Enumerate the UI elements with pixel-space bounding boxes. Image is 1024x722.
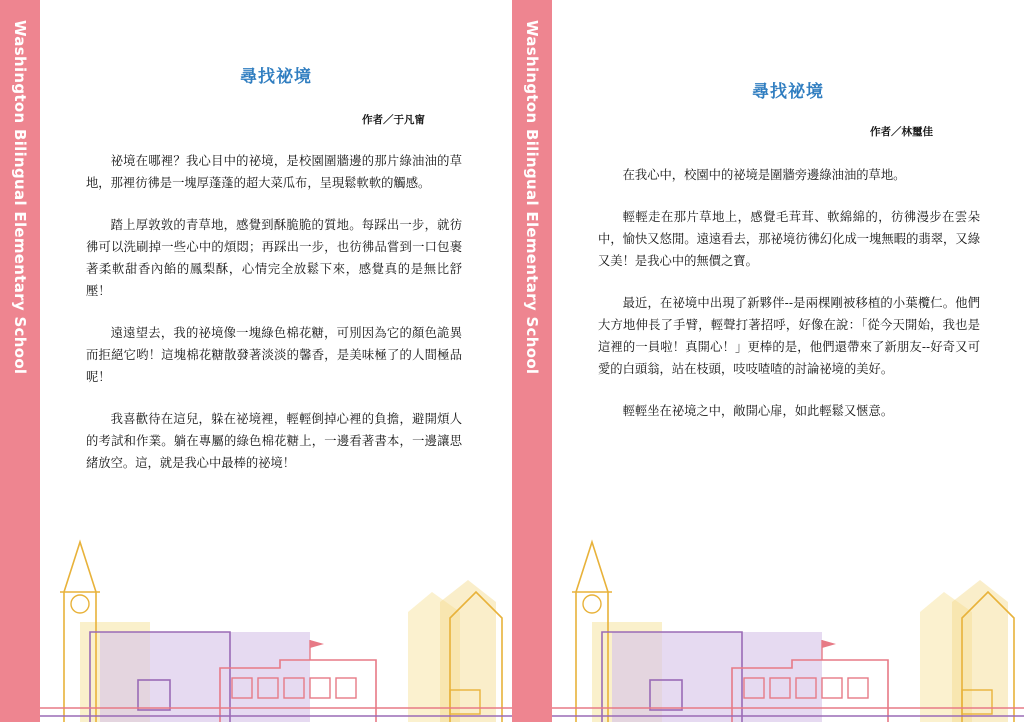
left-school-name: Washington Bilingual Elementary School — [11, 20, 29, 375]
right-school-skyline-illustration — [552, 522, 1024, 722]
right-page-title: 尋找祕境 — [752, 82, 824, 102]
left-school-skyline-illustration — [40, 522, 512, 722]
left-side-strip — [0, 0, 40, 722]
right-paragraph-3: 最近，在祕境中出現了新夥伴--是兩棵剛被移植的小葉欖仁。他們大方地伸長了手臂，輕聲打著招呼，好像在說：「從今天開始，我也是這裡的一員啦！真開心！」更棒的是，他們還帶來了新朋友--好奇又可愛的白頭翁，站在枝頭，吱吱喳喳的討論祕境的美好。 — [598, 296, 980, 376]
right-paragraph-1: 在我心中，校園中的祕境是圍牆旁邊綠油油的草地。 — [622, 168, 906, 182]
right-page — [512, 0, 1024, 722]
left-page-body — [86, 150, 462, 494]
right-page-body — [598, 164, 980, 442]
right-page-author: 作者／林璽佳 — [870, 126, 933, 138]
left-paragraph-1: 祕境在哪裡？我心目中的祕境，是校園圍牆邊的那片綠油油的草地，那裡彷彿是一塊厚蓬蓬的超大菜瓜布，呈現鬆軟軟的觸感。 — [86, 154, 462, 190]
right-school-name: Washington Bilingual Elementary School — [523, 20, 541, 375]
left-paragraph-4: 我喜歡待在這兒，躲在祕境裡，輕輕倒掉心裡的負擔，避開煩人的考試和作業。躺在專屬的綠色棉花糖上，一邊看著書本，一邊讓思緒放空。這，就是我心中最棒的祕境！ — [86, 412, 462, 470]
left-paragraph-2: 踏上厚敦敦的青草地，感覺到酥脆脆的質地。每踩出一步，就彷彿可以洗刷掉一些心中的煩悶；再踩出一步，也彷彿品嘗到一口包裹著柔軟甜香內餡的鳳梨酥，心情完全放鬆下來，感覺真的是無比舒壓！ — [86, 218, 462, 298]
right-paragraph-2: 輕輕走在那片草地上，感覺毛茸茸、軟綿綿的，彷彿漫步在雲朵中，愉快又悠閒。遠遠看去，那祕境彷彿幻化成一塊無暇的翡翠，又綠又美！是我心中的無價之寶。 — [598, 210, 980, 268]
left-page-title: 尋找祕境 — [240, 67, 312, 87]
right-paragraph-4: 輕輕坐在祕境之中，敞開心扉，如此輕鬆又愜意。 — [622, 404, 894, 418]
left-page-author: 作者／于凡甯 — [362, 114, 425, 126]
left-paragraph-3: 遠遠望去，我的祕境像一塊綠色棉花糖，可別因為它的顏色詭異而拒絕它哟！這塊棉花糖散發著淡淡的馨香，是美味極了的人間極品呢！ — [86, 326, 462, 384]
right-side-strip — [512, 0, 552, 722]
